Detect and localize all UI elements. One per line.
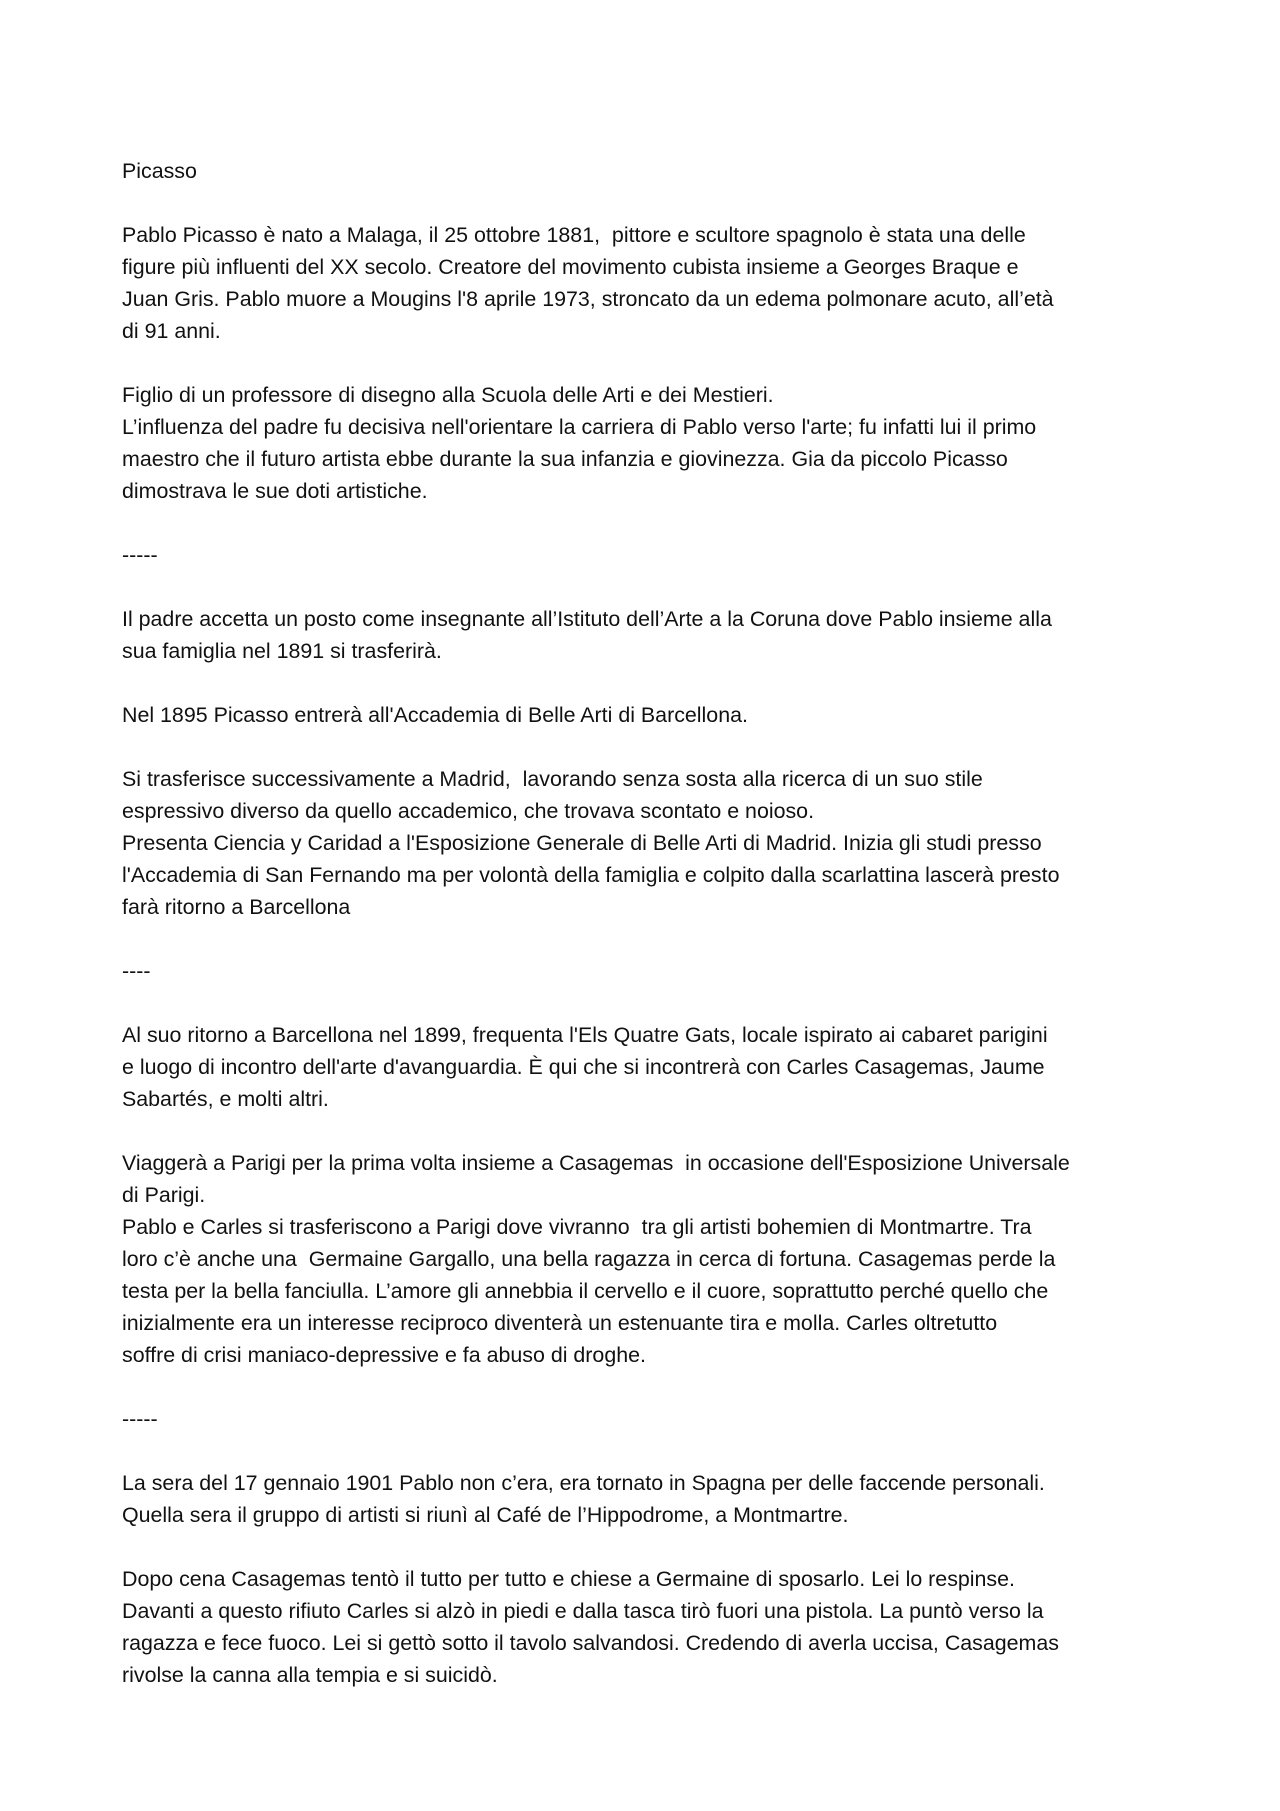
text-line: La sera del 17 gennaio 1901 Pablo non c’era, era tornato in Spagna per delle faccende personali. (122, 1471, 1045, 1495)
text-line: figure più influenti del XX secolo. Creatore del movimento cubista insieme a Georges Braque e (122, 255, 1019, 279)
text-line: Figlio di un professore di disegno alla Scuola delle Arti e dei Mestieri. (122, 383, 774, 407)
paragraph-birth (122, 219, 1162, 347)
text-line: di Parigi. (122, 1183, 206, 1207)
text-line: di 91 anni. (122, 319, 221, 343)
text-line: Sabartés, e molti altri. (122, 1087, 329, 1111)
section-separator: ----- (122, 1407, 158, 1431)
text-line: espressivo diverso da quello accademico, che trovava scontato e noioso. (122, 799, 815, 823)
text-line: Pablo e Carles si trasferiscono a Parigi dove vivranno tra gli artisti bohemien di Montmartre. Tra (122, 1215, 1032, 1239)
text-line: Si trasferisce successivamente a Madrid, lavorando senza sosta alla ricerca di un suo stile (122, 767, 983, 791)
blank-line (122, 1371, 1162, 1403)
text-line: Juan Gris. Pablo muore a Mougins l'8 aprile 1973, stroncato da un edema polmonare acuto, all’età (122, 287, 1054, 311)
paragraph-madrid (122, 763, 1162, 923)
paragraph-paris (122, 1147, 1162, 1371)
blank-line (122, 187, 1162, 219)
paragraph-casagemas-death (122, 1563, 1162, 1691)
blank-line (122, 987, 1162, 1019)
blank-line (122, 507, 1162, 539)
paragraph-father (122, 379, 1162, 507)
document-title: Picasso (122, 159, 197, 183)
text-line: Quella sera il gruppo di artisti si riunì al Café de l’Hippodrome, a Montmartre. (122, 1503, 849, 1527)
text-line: L’influenza del padre fu decisiva nell'orientare la carriera di Pablo verso l'arte; fu infatti lui il primo (122, 415, 1037, 439)
blank-line (122, 347, 1162, 379)
text-line: dimostrava le sue doti artistiche. (122, 479, 428, 503)
text-line: testa per la bella fanciulla. L’amore gli annebbia il cervello e il cuore, soprattutto perché quello che (122, 1279, 1049, 1303)
paragraph-coruna (122, 603, 1162, 667)
document-body (122, 155, 1162, 1691)
text-line: sua famiglia nel 1891 si trasferirà. (122, 639, 442, 663)
text-line: farà ritorno a Barcellona (122, 895, 351, 919)
paragraph-hippodrome (122, 1467, 1162, 1531)
text-line: Dopo cena Casagemas tentò il tutto per tutto e chiese a Germaine di sposarlo. Lei lo respinse. (122, 1567, 1015, 1591)
section-separator: ----- (122, 543, 158, 567)
text-line: loro c’è anche una Germaine Gargallo, una bella ragazza in cerca di fortuna. Casagemas perde la (122, 1247, 1056, 1271)
section-separator: ---- (122, 959, 151, 983)
blank-line (122, 667, 1162, 699)
text-line: soffre di crisi maniaco-depressive e fa abuso di droghe. (122, 1343, 646, 1367)
blank-line (122, 571, 1162, 603)
text-line: Viaggerà a Parigi per la prima volta insieme a Casagemas in occasione dell'Esposizione Universale (122, 1151, 1070, 1175)
text-line: ragazza e fece fuoco. Lei si gettò sotto il tavolo salvandosi. Credendo di averla uccisa, Casagemas (122, 1631, 1059, 1655)
blank-line (122, 731, 1162, 763)
blank-line (122, 1531, 1162, 1563)
text-line: Presenta Ciencia y Caridad a l'Esposizione Generale di Belle Arti di Madrid. Inizia gli studi presso (122, 831, 1042, 855)
text-line: inizialmente era un interesse reciproco diventerà un estenuante tira e molla. Carles oltretutto (122, 1311, 998, 1335)
text-line: l'Accademia di San Fernando ma per volontà della famiglia e colpito dalla scarlattina lascerà presto (122, 863, 1060, 887)
text-line: Il padre accetta un posto come insegnante all’Istituto dell’Arte a la Coruna dove Pablo insieme alla (122, 607, 1052, 631)
text-line: Davanti a questo rifiuto Carles si alzò in piedi e dalla tasca tirò fuori una pistola. La puntò verso la (122, 1599, 1044, 1623)
text-line: maestro che il futuro artista ebbe durante la sua infanzia e giovinezza. Gia da piccolo Picasso (122, 447, 1008, 471)
text-line: rivolse la canna alla tempia e si suicidò. (122, 1663, 498, 1687)
text-line: e luogo di incontro dell'arte d'avanguardia. È qui che si incontrerà con Carles Casagemas, Jaume (122, 1055, 1045, 1079)
text-line: Nel 1895 Picasso entrerà all'Accademia di Belle Arti di Barcellona. (122, 703, 748, 727)
paragraph-barcelona-academy (122, 699, 1162, 731)
blank-line (122, 923, 1162, 955)
blank-line (122, 1435, 1162, 1467)
text-line: Pablo Picasso è nato a Malaga, il 25 ottobre 1881, pittore e scultore spagnolo è stata una delle (122, 223, 1026, 247)
paragraph-quatre-gats (122, 1019, 1162, 1115)
blank-line (122, 1115, 1162, 1147)
text-line: Al suo ritorno a Barcellona nel 1899, frequenta l'Els Quatre Gats, locale ispirato ai cabaret parigini (122, 1023, 1048, 1047)
